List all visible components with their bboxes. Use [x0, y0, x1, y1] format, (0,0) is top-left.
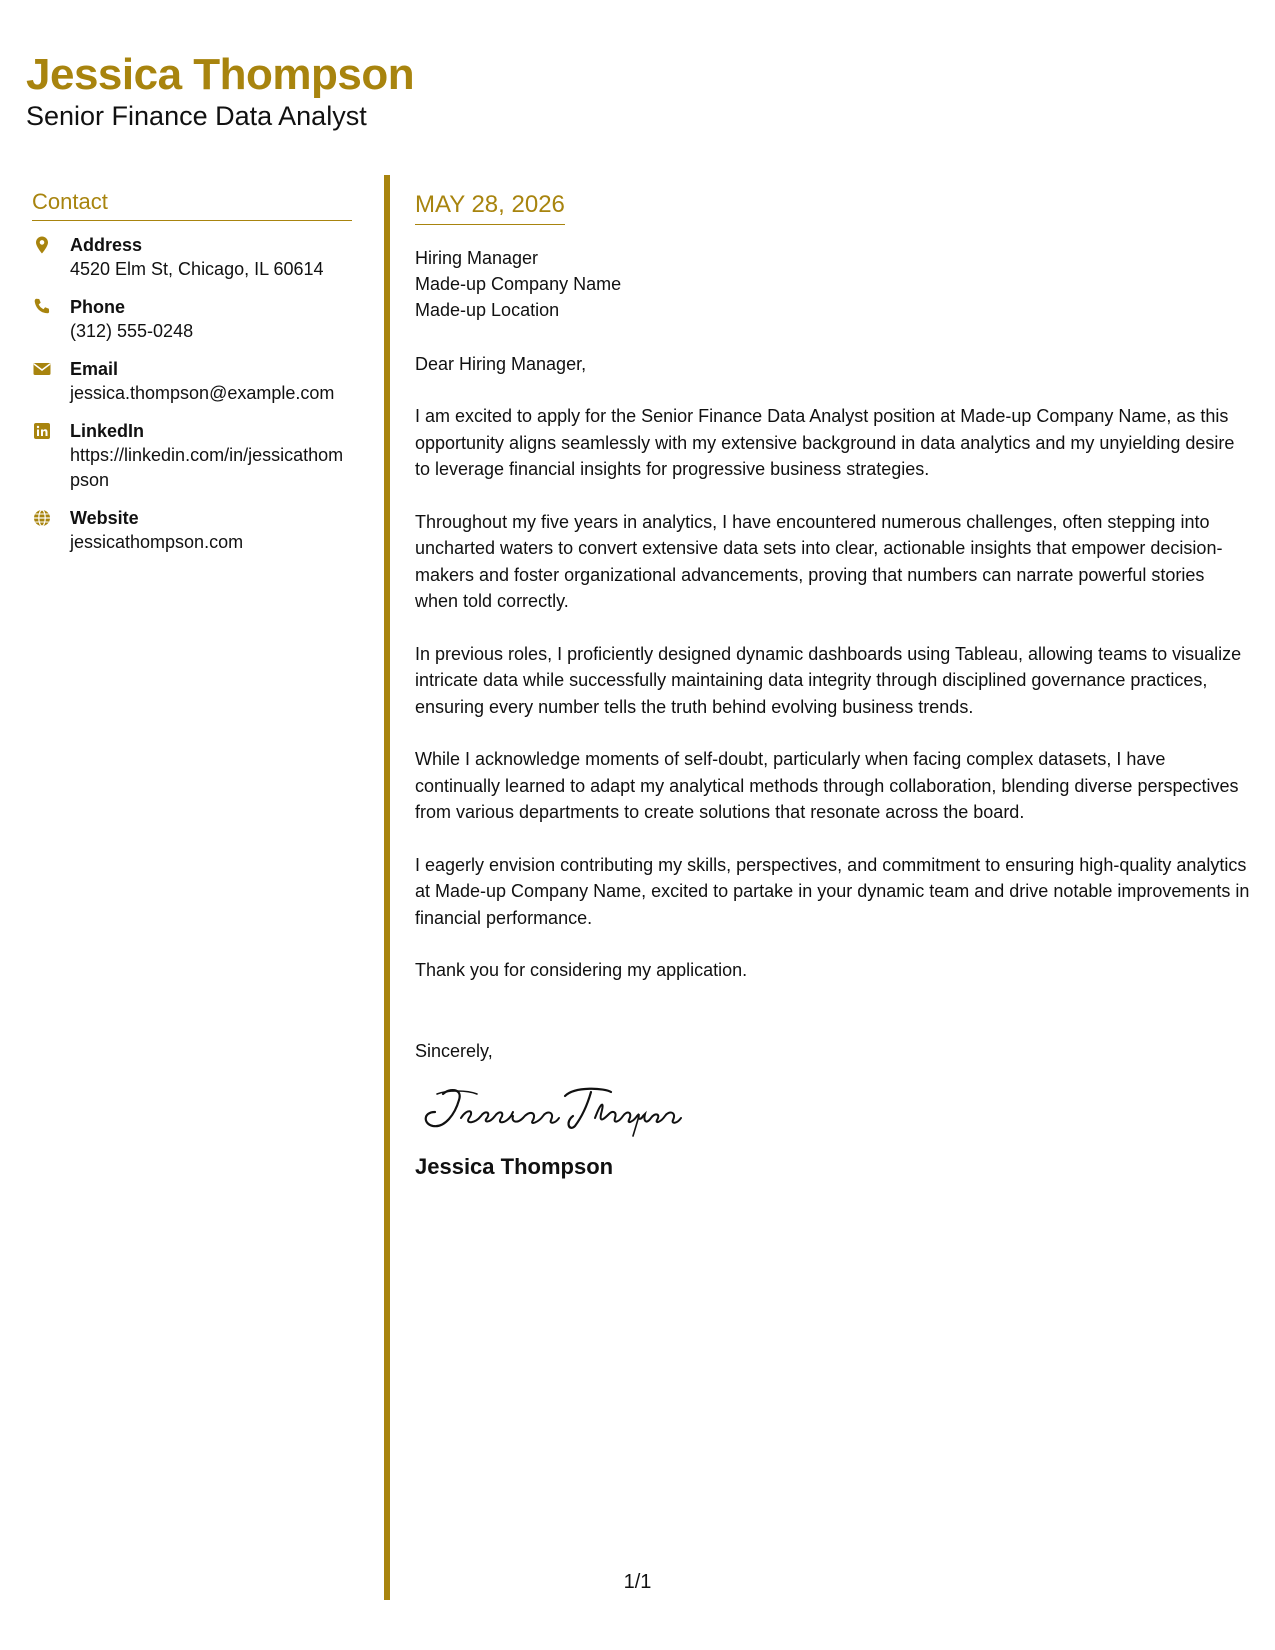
address-value: 4520 Elm St, Chicago, IL 60614 — [70, 259, 324, 279]
phone-icon — [32, 295, 70, 317]
contact-label: Phone — [70, 297, 126, 317]
contact-label: Address — [70, 235, 143, 255]
contact-item-address — [32, 233, 352, 282]
globe-icon — [32, 506, 70, 528]
map-pin-icon — [32, 233, 70, 255]
contact-label: LinkedIn — [70, 421, 145, 441]
contact-sidebar — [32, 188, 352, 568]
letter-date: MAY 28, 2026 — [415, 190, 565, 225]
page-number: 1/1 — [623, 1571, 652, 1593]
recipient-block — [415, 245, 1250, 323]
contact-label: Website — [70, 508, 139, 528]
letter-paragraph: While I acknowledge moments of self-doubt, particularly when facing complex datasets, I have continually learned to adapt my analytical methods through collaboration, blending diverse perspectives from various departments to create solutions that resonate across the board. — [415, 749, 1239, 822]
envelope-icon — [32, 357, 70, 379]
salutation: Dear Hiring Manager, — [415, 354, 587, 374]
applicant-name: Jessica Thompson — [26, 50, 415, 99]
contact-item-linkedin — [32, 419, 352, 493]
letter-paragraph: I am excited to apply for the Senior Finance Data Analyst position at Made-up Company Name, as this opportunity aligns seamlessly with my extensive background in data analytics and my unyielding desire to leverage financial insights for progressive business strategies. — [415, 406, 1235, 479]
contact-label: Email — [70, 359, 119, 379]
letter-paragraph: Throughout my five years in analytics, I have encountered numerous challenges, often stepping into uncharted waters to convert extensive data sets into clear, actionable insights that empower decision-makers and foster organizational advancements, proving that numbers can narrate powerful stories when told correctly. — [415, 511, 1223, 611]
recipient-line: Made-up Location — [415, 300, 560, 320]
signer-name: Jessica Thompson — [415, 1153, 614, 1179]
email-value[interactable]: jessica.thompson@example.com — [70, 383, 335, 403]
handwritten-signature — [415, 1082, 685, 1138]
recipient-line: Hiring Manager — [415, 248, 539, 268]
column-divider — [384, 175, 390, 1600]
contact-item-phone — [32, 295, 352, 344]
resume-header — [26, 50, 414, 132]
contact-item-email — [32, 357, 352, 406]
phone-value[interactable]: (312) 555-0248 — [70, 321, 194, 341]
linkedin-icon — [32, 419, 70, 441]
closing: Sincerely, — [415, 1040, 493, 1061]
applicant-title: Senior Finance Data Analyst — [26, 101, 367, 131]
letter-body — [415, 190, 1250, 1181]
recipient-line: Made-up Company Name — [415, 274, 622, 294]
linkedin-value[interactable]: https://linkedin.com/in/jessicathompson — [70, 445, 344, 490]
letter-paragraph: I eagerly envision contributing my skills, perspectives, and commitment to ensuring high-quality analytics at Made-up Company Name, excited to partake in your dynamic team and drive notable improvements in financial performance. — [415, 854, 1250, 928]
website-value[interactable]: jessicathompson.com — [70, 532, 244, 552]
letter-paragraph: Thank you for considering my application. — [415, 960, 748, 980]
letter-paragraph: In previous roles, I proficiently designed dynamic dashboards using Tableau, allowing teams to visualize intricate data while successfully maintaining data integrity through disciplined governance practices, ensuring every number tells the truth behind evolving business trends. — [415, 643, 1242, 717]
contact-item-website — [32, 506, 352, 555]
contact-heading: Contact — [32, 188, 352, 221]
